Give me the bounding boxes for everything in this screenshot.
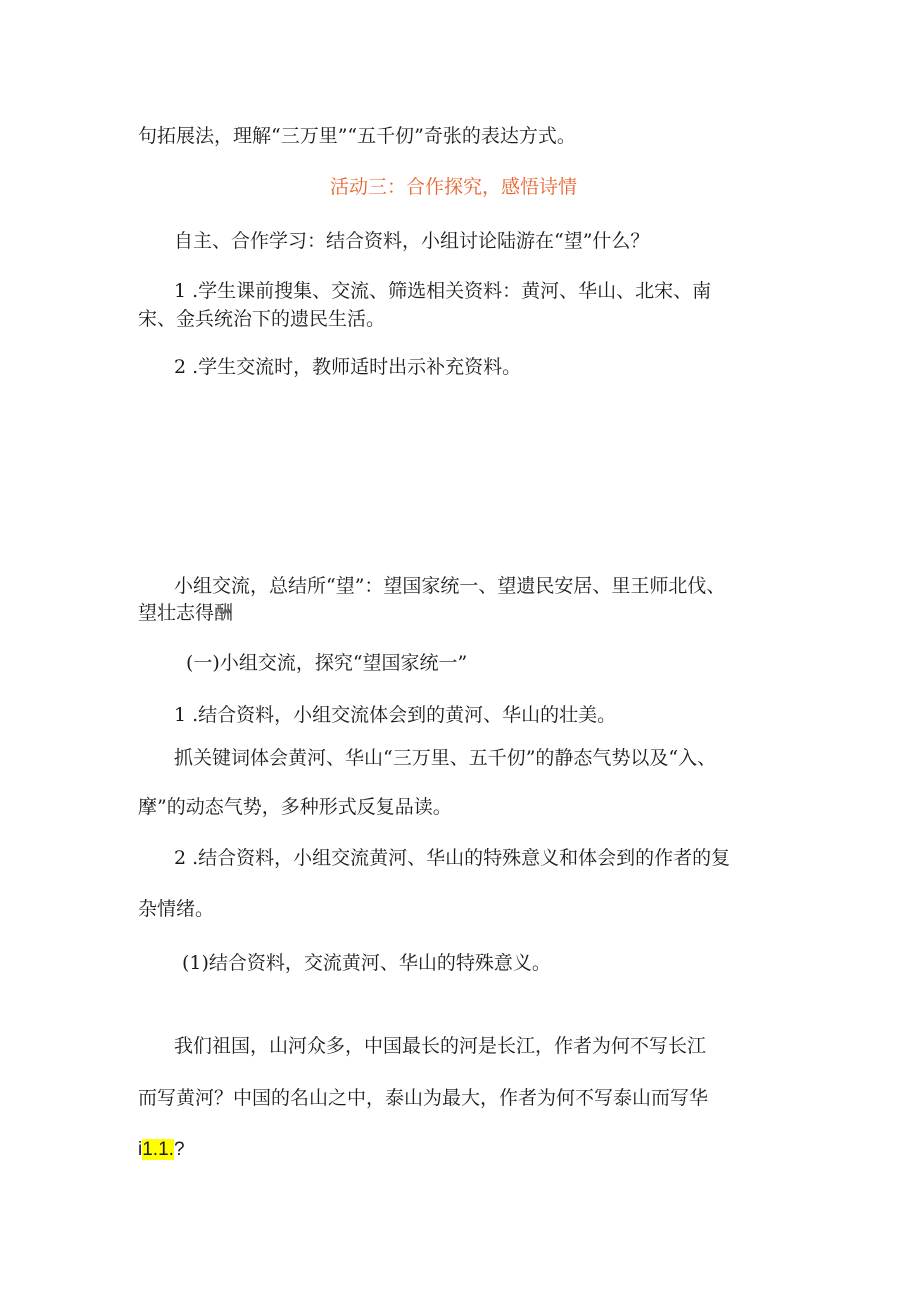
paragraph-line (138, 1137, 185, 1163)
paragraph-line: 摩”的动态气势，多种形式反复品读。 (138, 796, 452, 818)
list-item-2-continuation: 杂情绪。 (138, 898, 215, 920)
paragraph-line: 小组交流，总结所“望”：望国家统一、望遗民安居、里王师北伐、 (174, 575, 726, 597)
list-item-2: 2 .学生交流时，教师适时出示补充资料。 (174, 356, 522, 378)
paragraph-line: 句拓展法，理解“三万里”“五千仞”奇张的表达方式。 (138, 125, 576, 147)
list-item-2: 2 .结合资料，小组交流黄河、华山的特殊意义和体会到的作者的复 (174, 847, 731, 869)
list-item-1: 1 .学生课前搜集、交流、筛选相关资料：黄河、华山、北宋、南 (174, 280, 712, 302)
text-fragment: i (138, 1139, 143, 1160)
section-heading: 活动三：合作探究，感悟诗情 (330, 176, 578, 198)
list-item-1-continuation: 宋、金兵统治下的遗民生活。 (138, 308, 386, 330)
paragraph-line: 抓关键词体会黄河、华山“三万里、五千仞”的静态气势以及“入、 (174, 747, 717, 769)
text-fragment: ? (173, 1139, 185, 1160)
paragraph-line: 自主、合作学习：结合资料，小组讨论陆游在“望”什么？ (174, 230, 650, 252)
paragraph-line: 我们祖国，山河众多，中国最长的河是长江，作者为何不写长江 (174, 1035, 707, 1057)
list-item-1: 1 .结合资料，小组交流体会到的黄河、华山的壮美。 (174, 704, 617, 726)
paragraph-line: 而写黄河？中国的名山之中，泰山为最大，作者为何不写泰山而写华 (138, 1087, 709, 1109)
paragraph-line: 望壮志得酬 (138, 602, 234, 624)
highlighted-text: 1.1. (142, 1139, 174, 1160)
sub-item-1: (1)结合资料，交流黄河、华山的特殊意义。 (182, 952, 551, 974)
subsection-heading: (一)小组交流，探究“望国家统一” (186, 652, 468, 674)
